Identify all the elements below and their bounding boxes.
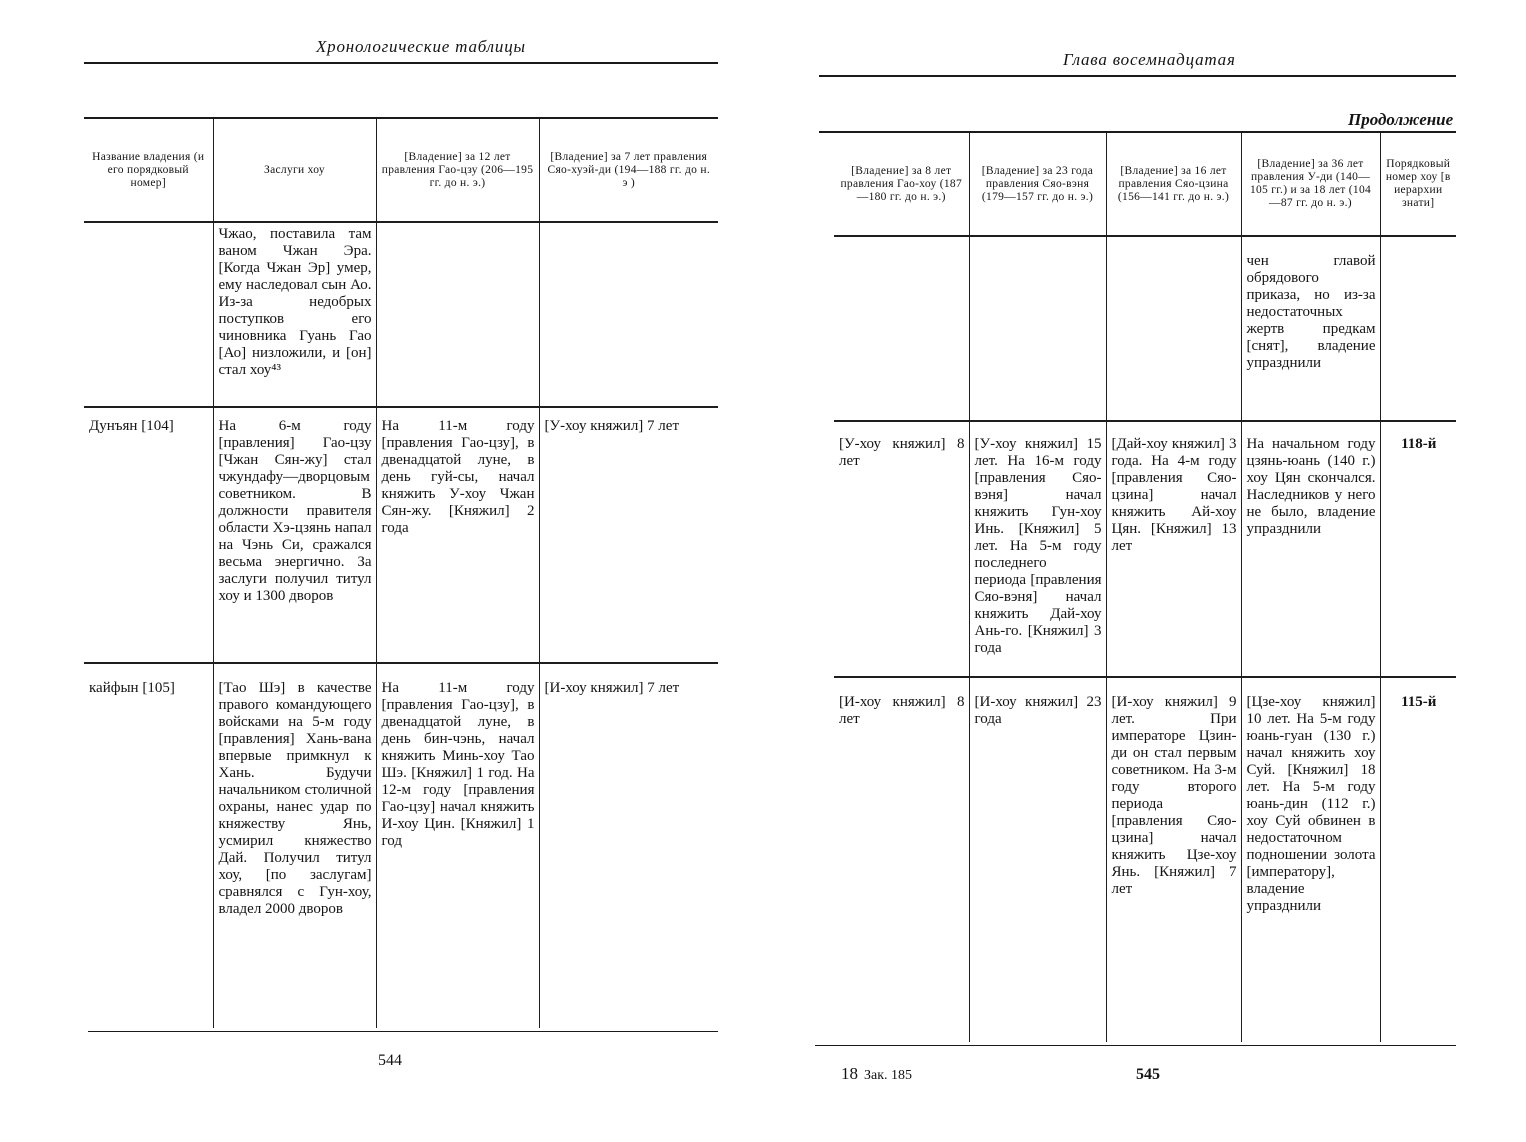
column-header: Заслуги хоу [213, 119, 376, 222]
table-cell [1106, 236, 1241, 421]
table-cell [539, 222, 718, 407]
column-header: [Владение] за 12 лет правления Гао-цзу (206—195 гг. до н. э.) [376, 119, 539, 222]
table-cell: кайфын [105] [89, 680, 175, 696]
order-number: Зак. 185 [864, 1068, 913, 1083]
running-head: Глава восемнадцатая [1063, 50, 1236, 69]
chronology-table-left [84, 119, 718, 1028]
right-page [740, 0, 1526, 1142]
table-cell: На 11-м году [правления Гао-цзу], в двенадцатой луне, в день гуй-сы, начал княжить У-хоу Чжан Сян-жу. [Княжил] 2 года [376, 407, 539, 663]
table-cell: [У-хоу княжил] 8 лет [834, 421, 969, 677]
column-header: [Владение] за 7 лет правления Сяо-хуэй-ди (194—188 гг. до н. э ) [539, 119, 718, 222]
sheet-number: 18 [841, 1064, 858, 1083]
table-cell [84, 222, 213, 407]
table-cell: [У-хоу княжил] 7 лет [539, 407, 718, 663]
continuation-label: Продолжение [1348, 110, 1454, 129]
table-cell: [У-хоу княжил] 15 лет. На 16-м году [правления Сяо-вэня] начал княжить Гун-хоу Инь. [Княжил] 5 лет. На 5-м году последнего периода [правления Сяо-вэня] начал княжить Дай-хоу Ань-го. [Княжил] 3 года [969, 421, 1106, 677]
table-row [84, 222, 718, 407]
column-header: [Владение] за 36 лет правления У-ди (140—105 гг.) и за 18 лет (104—87 гг. до н. э.) [1241, 133, 1380, 236]
column-header: [Владение] за 23 года правления Сяо-вэня (179—157 гг. до н. э.) [969, 133, 1106, 236]
left-page [0, 0, 740, 1142]
table-row [834, 421, 1456, 677]
table-cell [834, 236, 969, 421]
table-cell: [И-хоу княжил] 8 лет [839, 694, 965, 727]
running-head: Хронологические таблицы [316, 37, 526, 56]
column-header: Название владения (и его порядковый номер] [84, 119, 213, 222]
table-row [834, 236, 1456, 421]
table-row [84, 663, 718, 1028]
table-cell: На 6-м году [правления] Гао-цзу [Чжан Сян-жу] стал чжундафу—дворцовым советником. В должности правителя области Хэ-цзянь напал на Чэнь Си, сражался весьма энергично. За заслуги получил титул хоу и 1300 дворов [213, 407, 376, 663]
table-row [834, 677, 1456, 1042]
table-cell: [Дай-хоу княжил] 3 года. На 4-м году [правления Сяо-цзина] начал княжить Ай-хоу Цян. [Княжил] 13 лет [1106, 421, 1241, 677]
column-header: [Владение] за 16 лет правления Сяо-цзина (156—141 гг. до н. э.) [1106, 133, 1241, 236]
table-cell [376, 222, 539, 407]
page-number: 544 [378, 1052, 402, 1069]
table-row [84, 407, 718, 663]
table-cell: [Цзе-хоу княжил] 10 лет. На 5-м году юань-гуан (130 г.) начал княжить хоу Суй. [Княжил] 18 лет. На 5-м году юань-дин (112 г.) хоу Суй обвинен в недостаточном подношении золота [императору], владение упразднили [1241, 677, 1380, 1042]
table-cell: На начальном году цзянь-юань (140 г.) хоу Цян скончался. Наследников у него не было, владение упразднили [1241, 421, 1380, 677]
page-number: 545 [1136, 1066, 1160, 1083]
table-cell: 118-й [1380, 421, 1456, 677]
table-cell: [И-хоу княжил] 7 лет [539, 663, 718, 1028]
table-cell [1380, 236, 1456, 421]
table-cell: На 11-м году [правления Гао-цзу], в двенадцатой луне, в день бин-чэнь, начал княжить Минь-хоу Тао Шэ. [Княжил] 1 год. На 12-м году [правления Гао-цзу] начал княжить И-хоу Цин. [Княжил] 1 год [376, 663, 539, 1028]
table-cell [969, 236, 1106, 421]
table-cell: Дунъян [104] [84, 407, 213, 663]
table-cell: [И-хоу княжил] 9 лет. При императоре Цзин-ди он стал первым советником. На 3-м году второго периода [правления Сяо-цзина] начал княжить Цзе-хоу Янь. [Княжил] 7 лет [1106, 677, 1241, 1042]
head-rule [819, 75, 1456, 77]
table-bottom-rule [815, 1045, 1456, 1046]
head-rule [84, 62, 718, 64]
printer-signature [841, 1064, 912, 1084]
column-header: [Владение] за 8 лет правления Гао-хоу (187—180 гг. до н. э.) [834, 133, 969, 236]
column-header: Порядковый номер хоу [в иерархии знати] [1380, 133, 1456, 236]
table-cell: Чжао, поставила там ваном Чжан Эра. [Когда Чжан Эр] умер, ему наследовал сын Ао. Из-за недобрых поступков его чиновника Гуань Гао [Ао] низложили, и [он] стал хоу⁴³ [213, 222, 376, 407]
table-cell: [Тао Шэ] в качестве правого командующего войсками на 5-м году [правления] Хань-вана впервые примкнул к Хань. Будучи начальником столичной охраны, нанес удар по княжеству Янь, усмирил княжество Дай. Получил титул хоу, [по заслугам] сравнялся с Гун-хоу, владел 2000 дворов [213, 663, 376, 1028]
table-bottom-rule [88, 1031, 718, 1032]
table-cell: чен главой обрядового приказа, но из-за недостаточных жертв предкам [снят], владение упразднили [1241, 236, 1380, 421]
chronology-table-right [834, 133, 1456, 1042]
table-cell: [И-хоу княжил] 23 года [969, 677, 1106, 1042]
table-cell: 115-й [1380, 677, 1456, 1042]
